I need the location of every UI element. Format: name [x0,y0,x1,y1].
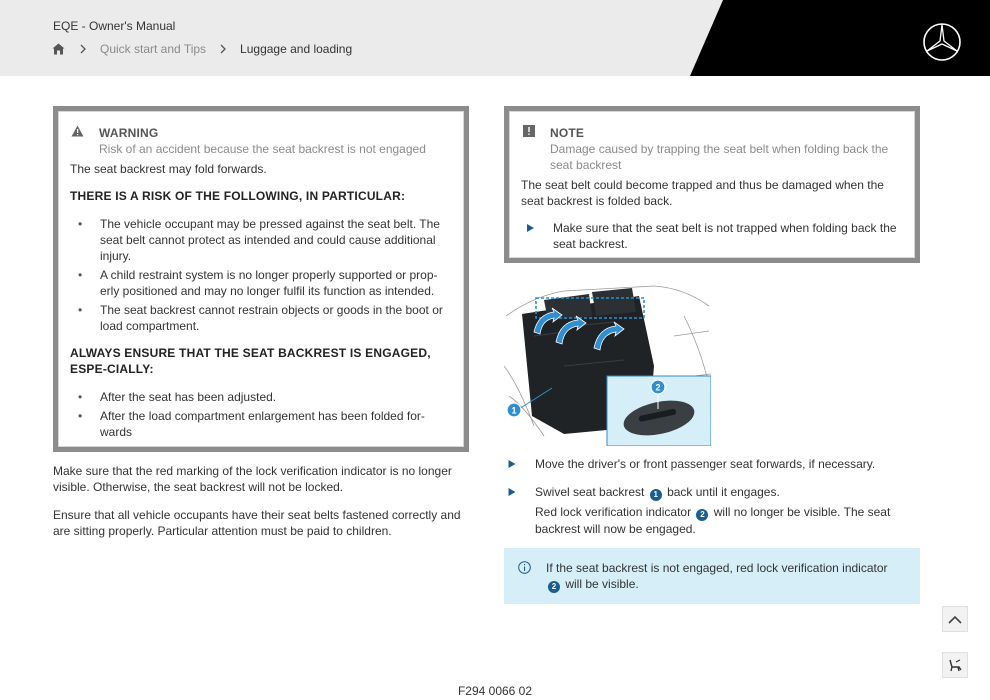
callout-badge-2: 2 [696,509,708,521]
figure-code: F294 0066 02 [457,684,533,698]
list-item: • After the seat has been adjusted. [75,389,435,405]
list-item: • A child restraint system is no longer properly supported or prop-erly positioned and may no longer fulfil its function as intended. [75,267,445,299]
step-arrow-icon [508,460,516,468]
step-arrow-icon [508,488,516,496]
warning-label: WARNING [99,126,159,140]
callout-badge-2: 2 [548,581,560,593]
breadcrumb [50,41,352,57]
risk-heading: THERE IS A RISK OF THE FOLLOWING, IN PARTICULAR: [70,189,406,203]
ensure-heading: ALWAYS ENSURE THAT THE SEAT BACKREST IS ENGAGED, ESPE-CIALLY: [70,346,431,376]
note-step: Make sure that the seat belt is not trapped when folding back the seat backrest. [553,221,897,251]
note-exclamation-icon [523,125,535,137]
info-icon [518,561,531,574]
list-item: • The vehicle occupant may be pressed against the seat belt. The seat belt cannot protect as intended and could cause additional injury. [75,216,445,264]
step-text: Move the driver's or front passenger seat forwards, if necessary. [535,457,876,471]
mercedes-star-icon [922,22,962,62]
note-label: NOTE [550,126,585,140]
rear-seat-diagram [504,276,711,446]
chevron-right-icon [216,42,230,56]
risk-list [75,216,445,337]
app-title: EQE - Owner's Manual [53,19,176,33]
callout-badge-1: 1 [650,489,662,501]
step-arrow-icon [527,224,534,232]
body-paragraph: Make sure that the red marking of the lock verification indicator is no longer visible. Otherwise, the seat backrest will not be locked. [53,464,452,494]
ensure-list [75,389,435,443]
breadcrumb-current: Luggage and loading [240,42,353,56]
chevron-up-icon [948,615,962,624]
vehicle-view-button[interactable] [942,652,968,678]
warning-box [53,106,469,452]
page-header [0,0,990,76]
scroll-to-top-button[interactable] [942,606,968,632]
seat-backrest-illustration [504,276,711,446]
note-box [504,106,920,263]
list-item: • After the load compartment enlargement has been folded for-wards [75,408,435,440]
callout-2: 2 [655,382,661,393]
list-item: • The seat backrest cannot restrain objects or goods in the boot or load compartment. [75,302,445,334]
warning-intro: The seat backrest may fold forwards. [70,162,267,176]
car-seat-icon [947,658,963,672]
step-text: Swivel seat backrest 1 back until it engages. [535,485,780,499]
info-text: If the seat backrest is not engaged, red lock verification indicator 2 will be visible. [546,561,888,591]
home-icon[interactable] [50,41,66,57]
note-subtitle: Damage caused by trapping the seat belt when folding back the seat backrest [550,142,889,172]
warning-triangle-icon [71,125,84,137]
step-result: Red lock verification indicator 2 will no longer be visible. The seat backrest will now be engaged. [535,505,891,536]
chevron-right-icon [76,42,90,56]
info-box [504,548,920,604]
note-text: The seat belt could become trapped and thus be damaged when the seat backrest is folded back. [521,178,884,208]
body-paragraph: Ensure that all vehicle occupants have their seat belts fastened correctly and are sitting properly. Particular attention must be paid to children. [53,508,461,538]
warning-subtitle: Risk of an accident because the seat backrest is not engaged [99,142,426,156]
callout-1: 1 [511,405,517,416]
breadcrumb-quick-start[interactable]: Quick start and Tips [100,42,207,56]
